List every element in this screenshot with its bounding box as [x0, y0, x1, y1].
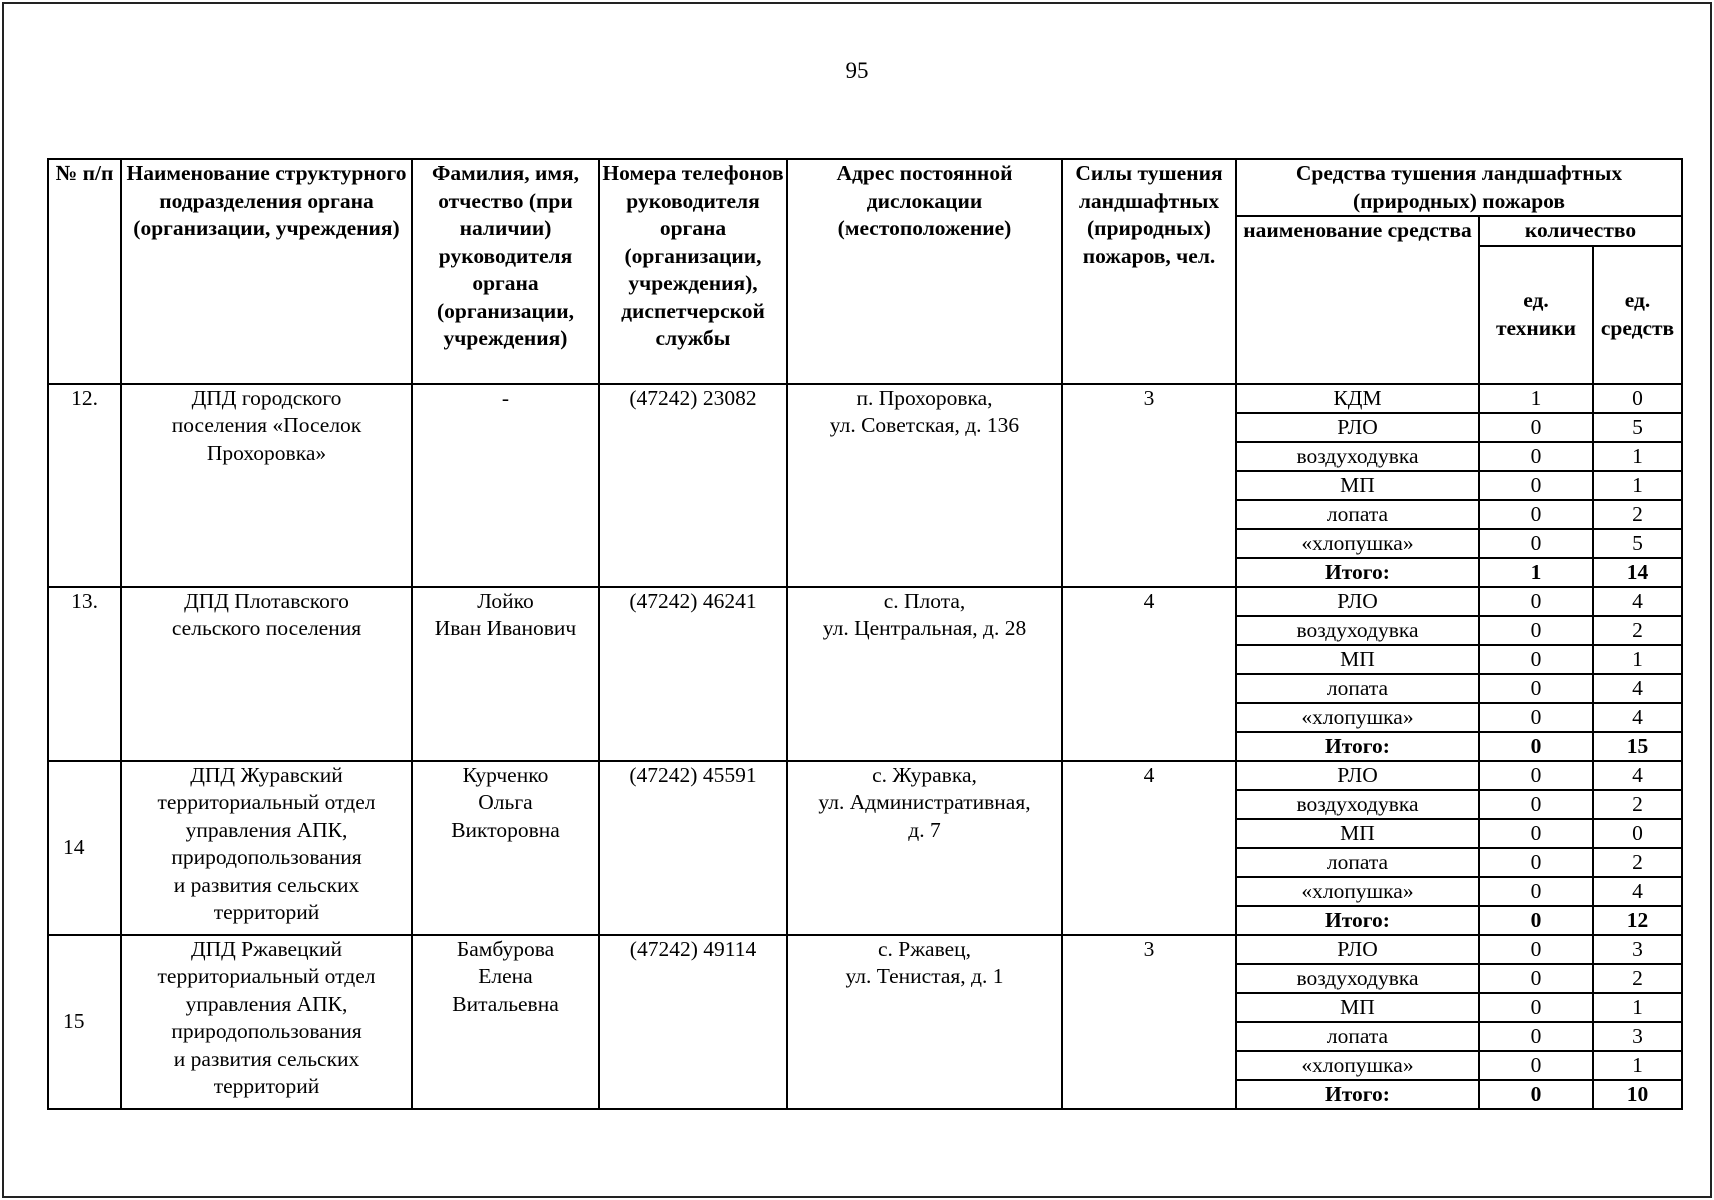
- means-name: «хлопушка»: [1236, 877, 1479, 906]
- head-name: [412, 587, 599, 761]
- means-name: Итого:: [1236, 906, 1479, 935]
- means-units: 0: [1593, 384, 1682, 413]
- means-name: «хлопушка»: [1236, 1051, 1479, 1080]
- means-name: «хлопушка»: [1236, 529, 1479, 558]
- unit-name: [121, 384, 412, 587]
- unit-name-line: территорий: [213, 900, 320, 924]
- tech-units: 0: [1479, 529, 1593, 558]
- unit-name-line: Прохоровка»: [206, 440, 327, 465]
- header-phone: Номера телефонов руководителя органа (организации, учреждения), диспетчерской службы: [599, 159, 787, 384]
- means-name: лопата: [1236, 1022, 1479, 1051]
- means-units: 5: [1593, 413, 1682, 442]
- means-units: 4: [1593, 703, 1682, 732]
- means-units: 14: [1593, 558, 1682, 587]
- header-head: Фамилия, имя, отчество (при наличии) руководителя органа (организации, учреждения): [412, 159, 599, 384]
- tech-units: 0: [1479, 993, 1593, 1022]
- means-name: РЛО: [1236, 761, 1479, 790]
- means-units: 1: [1593, 442, 1682, 471]
- tech-units: 1: [1479, 558, 1593, 587]
- address-line: д. 7: [908, 817, 941, 842]
- unit-name-line: ДПД Ржавецкий: [190, 936, 343, 961]
- means-name: РЛО: [1236, 413, 1479, 442]
- address: [787, 935, 1062, 1109]
- address-line: с. Плота,: [883, 588, 966, 613]
- address-line: ул. Центральная, д. 28: [822, 616, 1027, 640]
- address: [787, 587, 1062, 761]
- header-quantity-group: количество: [1479, 216, 1682, 246]
- tech-units: 0: [1479, 587, 1593, 616]
- tech-units: 0: [1479, 1080, 1593, 1109]
- tech-units: 0: [1479, 1051, 1593, 1080]
- tech-units: 0: [1479, 819, 1593, 848]
- unit-name-line: управления АПК,: [185, 991, 348, 1016]
- tech-units: 0: [1479, 1022, 1593, 1051]
- tech-units: 0: [1479, 732, 1593, 761]
- means-name: лопата: [1236, 848, 1479, 877]
- unit-name-line: территориальный отдел: [157, 964, 376, 988]
- tech-units: 0: [1479, 442, 1593, 471]
- unit-name-line: сельского поселения: [171, 616, 362, 640]
- table-row: [48, 761, 1682, 790]
- means-name: МП: [1236, 645, 1479, 674]
- row-number: 15: [48, 935, 121, 1109]
- forces-count: 3: [1062, 935, 1236, 1109]
- unit-name-line: территорий: [213, 1074, 320, 1098]
- header-num: № п/п: [48, 159, 121, 384]
- phone-number: (47242) 49114: [599, 935, 787, 1109]
- means-name: лопата: [1236, 674, 1479, 703]
- tech-units: 0: [1479, 500, 1593, 529]
- head-name: [412, 761, 599, 935]
- means-name: РЛО: [1236, 935, 1479, 964]
- means-units: 1: [1593, 1051, 1682, 1080]
- address-line: ул. Советская, д. 136: [829, 413, 1020, 437]
- address-line: ул. Административная,: [818, 790, 1031, 814]
- unit-name-line: ДПД Журавский: [190, 762, 343, 787]
- phone-number: (47242) 45591: [599, 761, 787, 935]
- means-units: 3: [1593, 935, 1682, 964]
- means-name: МП: [1236, 993, 1479, 1022]
- phone-number: (47242) 23082: [599, 384, 787, 587]
- table-row: [48, 587, 1682, 616]
- means-units: 2: [1593, 848, 1682, 877]
- head-name-line: Бамбурова: [456, 936, 555, 961]
- means-units: 12: [1593, 906, 1682, 935]
- means-units: 2: [1593, 964, 1682, 993]
- means-units: 4: [1593, 877, 1682, 906]
- means-units: 15: [1593, 732, 1682, 761]
- head-name: [412, 935, 599, 1109]
- forces-count: 3: [1062, 384, 1236, 587]
- header-means-group: Средства тушения ландшафтных (природных) пожаров: [1236, 159, 1682, 216]
- unit-name-line: ДПД Плотавского: [184, 588, 349, 613]
- header-unit: Наименование структурного подразделения органа (организации, учреждения): [121, 159, 412, 384]
- means-units: 2: [1593, 500, 1682, 529]
- unit-name-line: поселения «Поселок: [171, 413, 362, 437]
- fire-resources-table: [47, 158, 1683, 1110]
- row-number: 14: [48, 761, 121, 935]
- head-name-line: Ольга: [478, 790, 533, 814]
- unit-name: [121, 761, 412, 935]
- means-units: 0: [1593, 819, 1682, 848]
- tech-units: 0: [1479, 616, 1593, 645]
- tech-units: 1: [1479, 384, 1593, 413]
- unit-name-line: ДПД городского: [191, 385, 342, 410]
- table-row: [48, 384, 1682, 413]
- table-body: [48, 384, 1682, 1109]
- unit-name-line: и развития сельских: [173, 1046, 360, 1071]
- means-name: Итого:: [1236, 732, 1479, 761]
- page-number: 95: [845, 58, 869, 83]
- means-name: КДМ: [1236, 384, 1479, 413]
- tech-units: 0: [1479, 703, 1593, 732]
- head-name-line: -: [501, 385, 510, 410]
- means-name: Итого:: [1236, 558, 1479, 587]
- head-name-line: Витальевна: [452, 991, 559, 1016]
- means-units: 1: [1593, 993, 1682, 1022]
- tech-units: 0: [1479, 413, 1593, 442]
- unit-name: [121, 587, 412, 761]
- head-name-line: Курченко: [462, 762, 549, 787]
- means-name: воздуходувка: [1236, 964, 1479, 993]
- head-name-line: Иван Иванович: [434, 616, 577, 640]
- address: [787, 761, 1062, 935]
- header-address: Адрес постоянной дислокации (местоположение): [787, 159, 1062, 384]
- head-name: [412, 384, 599, 587]
- means-name: воздуходувка: [1236, 790, 1479, 819]
- means-units: 10: [1593, 1080, 1682, 1109]
- tech-units: 0: [1479, 877, 1593, 906]
- tech-units: 0: [1479, 935, 1593, 964]
- means-units: 2: [1593, 790, 1682, 819]
- table-row: [48, 935, 1682, 964]
- unit-name-line: территориальный отдел: [157, 790, 376, 814]
- head-name-line: Лойко: [477, 588, 534, 613]
- means-name: Итого:: [1236, 1080, 1479, 1109]
- address-line: с. Ржавец,: [877, 936, 972, 961]
- tech-units: 0: [1479, 964, 1593, 993]
- header-means-name: наименование средства: [1236, 216, 1479, 384]
- means-name: воздуходувка: [1236, 616, 1479, 645]
- address-line: п. Прохоровка,: [856, 385, 993, 410]
- head-name-line: Викторовна: [451, 817, 560, 842]
- tech-units: 0: [1479, 790, 1593, 819]
- means-units: 4: [1593, 674, 1682, 703]
- unit-name-line: и развития сельских: [173, 872, 360, 897]
- unit-name-line: управления АПК,: [185, 817, 348, 842]
- unit-name-line: природопользования: [171, 1019, 362, 1043]
- means-units: 2: [1593, 616, 1682, 645]
- forces-count: 4: [1062, 761, 1236, 935]
- row-number: 12.: [48, 384, 121, 587]
- address-line: с. Журавка,: [872, 762, 977, 787]
- address-line: ул. Тенистая, д. 1: [845, 964, 1004, 988]
- header-forces: Силы тушения ландшафтных (природных) пожаров, чел.: [1062, 159, 1236, 384]
- tech-units: 0: [1479, 906, 1593, 935]
- means-units: 4: [1593, 761, 1682, 790]
- tech-units: 0: [1479, 848, 1593, 877]
- means-units: 4: [1593, 587, 1682, 616]
- means-units: 3: [1593, 1022, 1682, 1051]
- means-units: 1: [1593, 471, 1682, 500]
- means-units: 1: [1593, 645, 1682, 674]
- address: [787, 384, 1062, 587]
- header-means-units: ед. средств: [1593, 246, 1682, 384]
- tech-units: 0: [1479, 761, 1593, 790]
- tech-units: 0: [1479, 471, 1593, 500]
- tech-units: 0: [1479, 674, 1593, 703]
- means-units: 5: [1593, 529, 1682, 558]
- means-name: воздуходувка: [1236, 442, 1479, 471]
- means-name: МП: [1236, 471, 1479, 500]
- unit-name-line: природопользования: [171, 845, 362, 869]
- means-name: МП: [1236, 819, 1479, 848]
- tech-units: 0: [1479, 645, 1593, 674]
- phone-number: (47242) 46241: [599, 587, 787, 761]
- means-name: лопата: [1236, 500, 1479, 529]
- head-name-line: Елена: [478, 964, 533, 988]
- means-name: «хлопушка»: [1236, 703, 1479, 732]
- means-name: РЛО: [1236, 587, 1479, 616]
- row-number: 13.: [48, 587, 121, 761]
- unit-name: [121, 935, 412, 1109]
- header-tech-units: ед. техники: [1479, 246, 1593, 384]
- forces-count: 4: [1062, 587, 1236, 761]
